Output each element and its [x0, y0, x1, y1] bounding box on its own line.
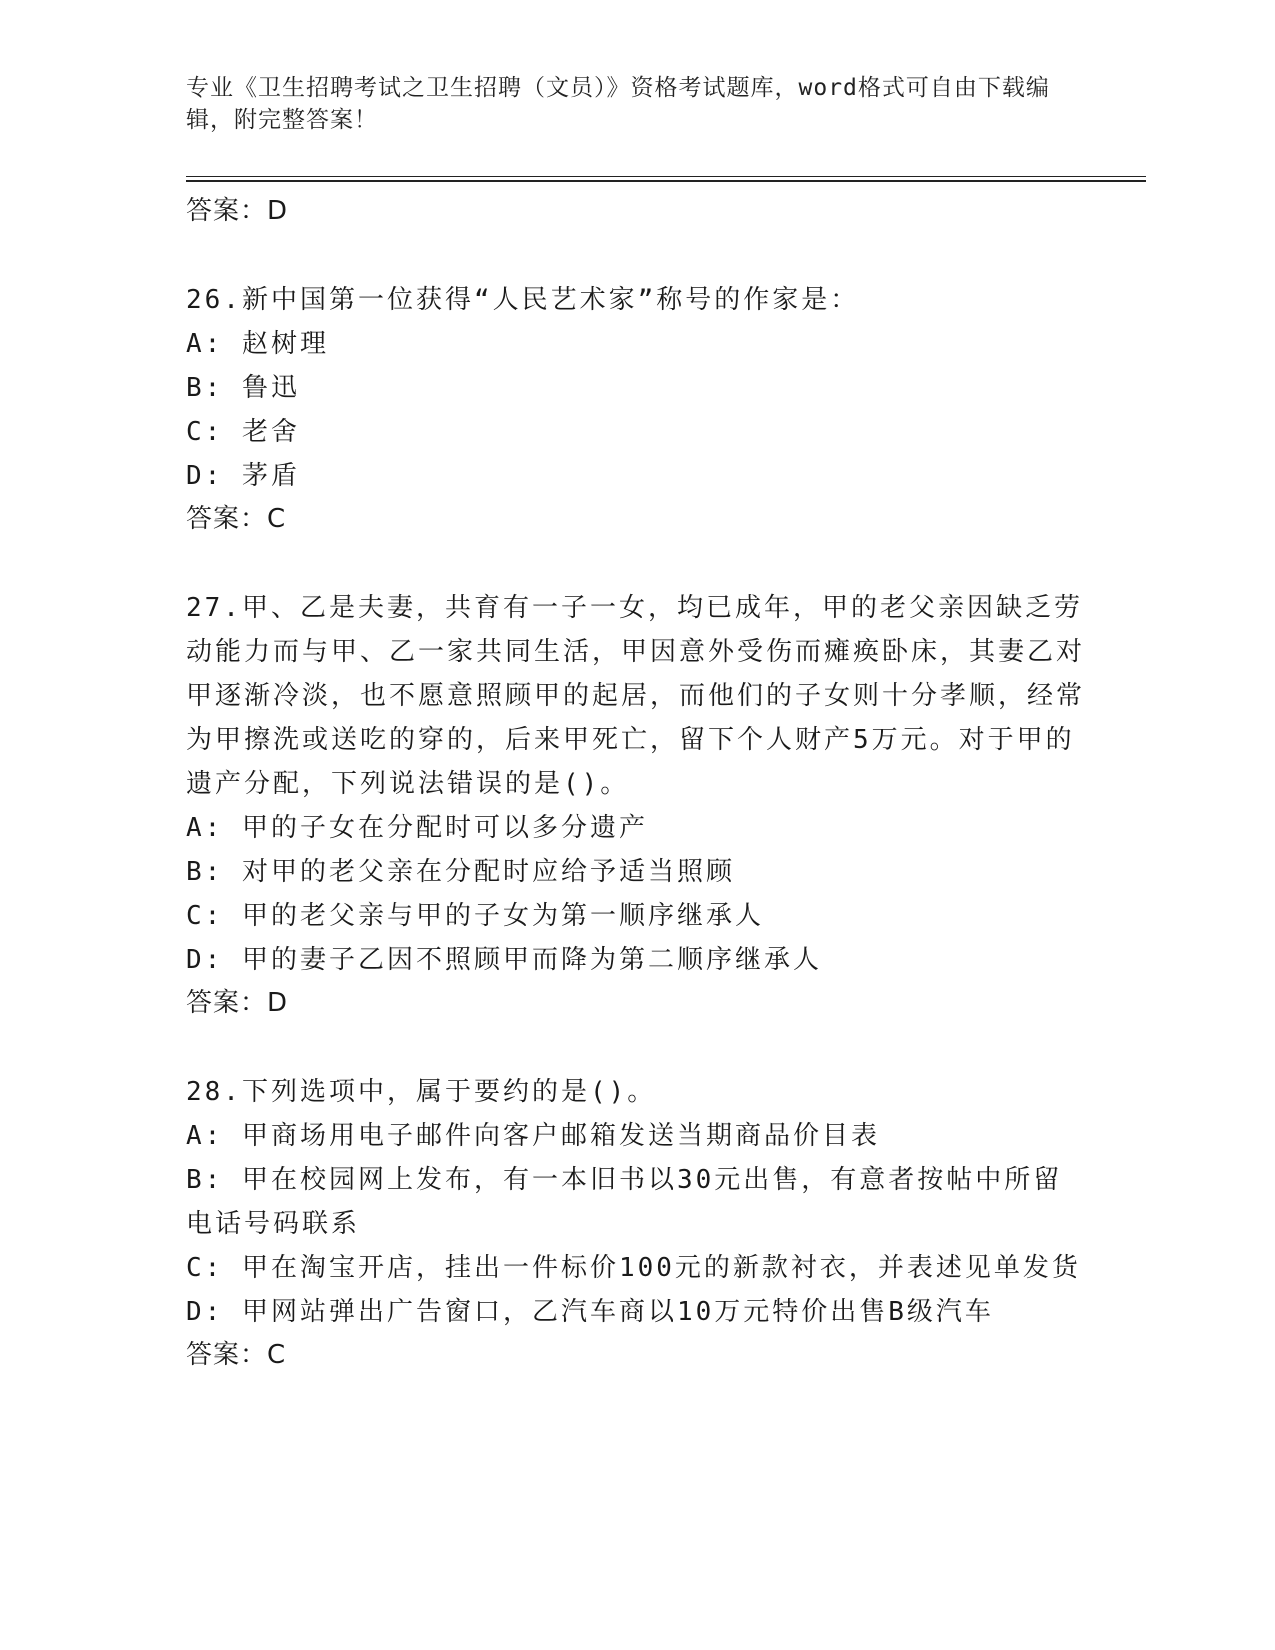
spacer: [186, 1024, 1086, 1070]
option-a: A: 赵树理: [186, 329, 329, 359]
document-header: [186, 72, 1086, 136]
question-26: [186, 278, 1086, 540]
option-d: D: 甲的妻子乙因不照顾甲而降为第二顺序继承人: [186, 945, 822, 975]
answer: 答案：C: [186, 1340, 287, 1370]
question-list: [186, 190, 1086, 1376]
option-c: C: 甲在淘宝开店，挂出一件标价100元的新款衬衣，并表述见单发货: [186, 1253, 1081, 1283]
header-text: 专业《卫生招聘考试之卫生招聘（文员）》资格考试题库，word格式可自由下载编辑，附完整答案！: [186, 75, 1050, 133]
option-b: B: 鲁迅: [186, 373, 300, 403]
option-b: B: 甲在校园网上发布，有一本旧书以30元出售，有意者按帖中所留电话号码联系: [186, 1165, 1063, 1239]
spacer: [186, 540, 1086, 586]
question-28: [186, 1070, 1086, 1376]
question-text: 28.下列选项中，属于要约的是()。: [186, 1077, 657, 1107]
header-divider-thin: [186, 176, 1146, 177]
option-d: D: 甲网站弹出广告窗口，乙汽车商以10万元特价出售B级汽车: [186, 1297, 994, 1327]
option-d: D: 茅盾: [186, 461, 300, 491]
spacer: [186, 232, 1086, 278]
question-text: 27.甲、乙是夫妻，共育有一子一女，均已成年，甲的老父亲因缺乏劳动能力而与甲、乙一家共同生活，甲因意外受伤而瘫痪卧床，其妻乙对甲逐渐冷淡，也不愿意照顾甲的起居，而他们的子女则十分孝顺，经常为甲擦洗或送吃的穿的，后来甲死亡，留下个人财产5万元。对于甲的遗产分配，下列说法错误的是()。: [186, 593, 1086, 799]
question-text: 26.新中国第一位获得“人民艺术家”称号的作家是：: [186, 285, 860, 315]
option-a: A: 甲商场用电子邮件向客户邮箱发送当期商品价目表: [186, 1121, 880, 1151]
option-c: C: 老舍: [186, 417, 300, 447]
header-divider-thick: [186, 180, 1146, 182]
question-27: [186, 586, 1086, 1024]
option-a: A: 甲的子女在分配时可以多分遗产: [186, 813, 648, 843]
previous-answer: 答案：D: [186, 196, 289, 226]
option-c: C: 甲的老父亲与甲的子女为第一顺序继承人: [186, 901, 764, 931]
answer: 答案：C: [186, 504, 287, 534]
option-b: B: 对甲的老父亲在分配时应给予适当照顾: [186, 857, 735, 887]
answer: 答案：D: [186, 988, 289, 1018]
